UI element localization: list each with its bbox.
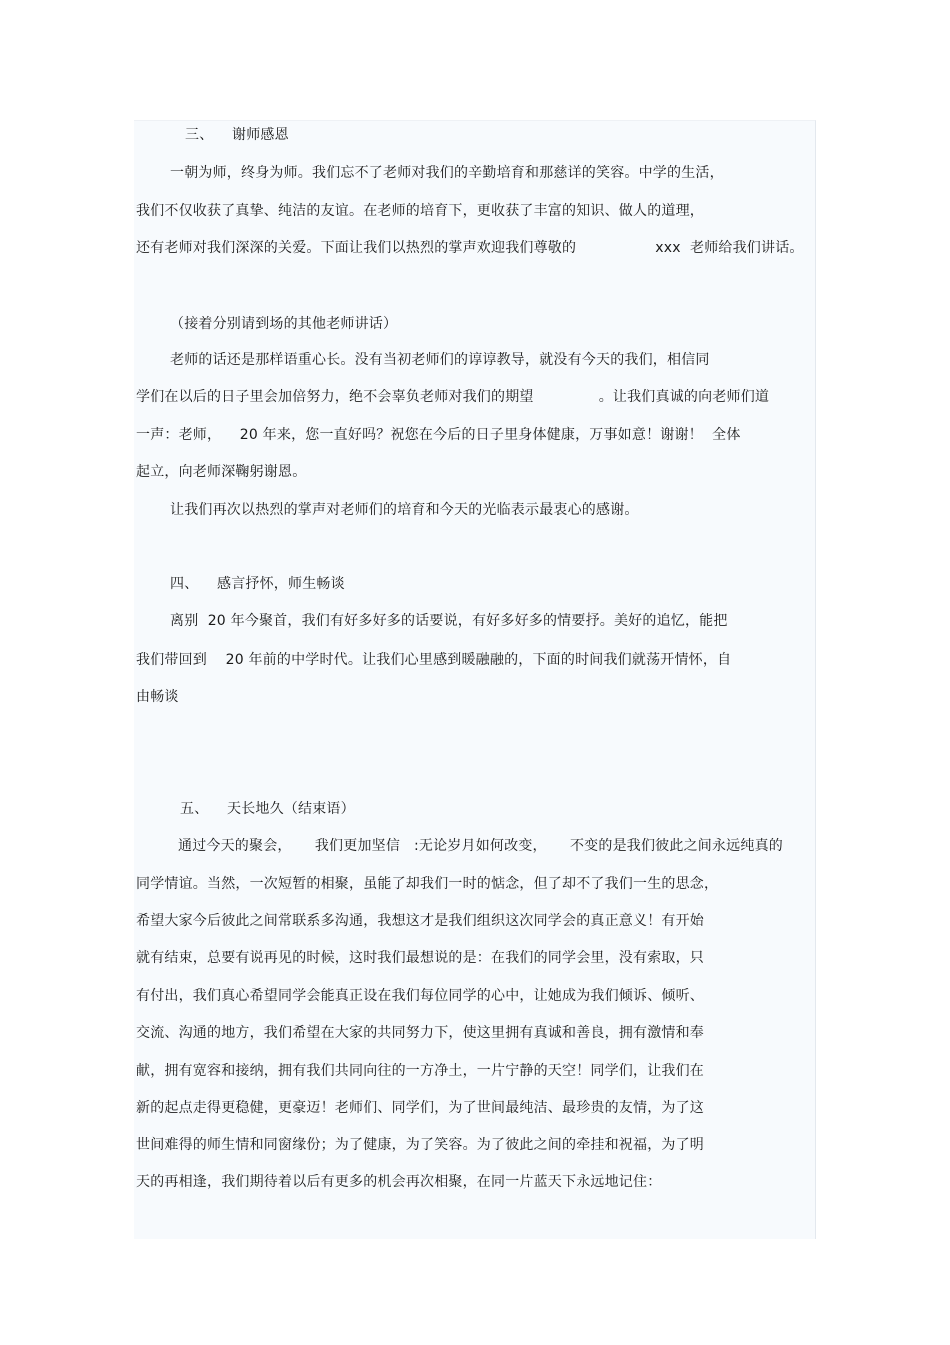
paragraph-line: 一声：老师， 20 年来，您一直好吗？祝您在今后的日子里身体健康，万事如意！谢谢！ 全体 — [136, 427, 741, 443]
paragraph-line: 新的起点走得更稳健，更豪迈！老师们、同学们，为了世间最纯洁、最珍贵的友情，为了这 — [136, 1100, 704, 1116]
paragraph-line: 离别 20 年今聚首，我们有好多好多的话要说，有好多好多的情要抒。美好的追忆，能把 — [170, 613, 728, 629]
paragraph-line: 起立，向老师深鞠躬谢恩。 — [136, 464, 307, 480]
paragraph-line: 天的再相逢，我们期待着以后有更多的机会再次相聚，在同一片蓝天下永远地记住： — [136, 1174, 662, 1190]
paragraph-line: 由畅谈 — [136, 689, 179, 705]
paragraph-line: 老师的话还是那样语重心长。没有当初老师们的谆谆教导，就没有今天的我们，相信同 — [170, 352, 710, 368]
paragraph-line: 一朝为师，终身为师。我们忘不了老师对我们的辛勤培育和那慈详的笑容。中学的生活， — [170, 165, 724, 181]
paragraph-line: 让我们再次以热烈的掌声对老师们的培育和今天的光临表示最衷心的感谢。 — [170, 502, 639, 518]
paragraph-line: 就有结束，总要有说再见的时候，这时我们最想说的是：在我们的同学会里，没有索取，只 — [136, 950, 704, 966]
section-heading: 四、 感言抒怀，师生畅谈 — [170, 576, 345, 592]
section-heading: 三、 谢师感恩 — [185, 127, 289, 143]
paragraph-line: 学们在以后的日子里会加倍努力，绝不会辜负老师对我们的期望 。让我们真诚的向老师们道 — [136, 389, 770, 405]
paragraph-line: 我们不仅收获了真挚、纯洁的友谊。在老师的培育下，更收获了丰富的知识、做人的道理， — [136, 203, 704, 219]
paragraph-line: 交流、沟通的地方，我们希望在大家的共同努力下，使这里拥有真诚和善良，拥有激情和奉 — [136, 1025, 704, 1041]
paragraph-line: 有付出，我们真心希望同学会能真正设在我们每位同学的心中，让她成为我们倾诉、倾听、 — [136, 988, 704, 1004]
paragraph-line: （接着分别请到场的其他老师讲话） — [170, 316, 398, 332]
paragraph-line: 同学情谊。当然，一次短暂的相聚，虽能了却我们一时的惦念，但了却不了我们一生的思念， — [136, 876, 719, 892]
paragraph-line: 世间难得的师生情和同窗缘份；为了健康，为了笑容。为了彼此之间的牵挂和祝福，为了明 — [136, 1137, 704, 1153]
paragraph-line: 希望大家今后彼此之间常联系多沟通，我想这才是我们组织这次同学会的真正意义！有开始 — [136, 913, 704, 929]
paragraph-line: 献，拥有宽容和接纳，拥有我们共同向往的一方净土，一片宁静的天空！同学们，让我们在 — [136, 1063, 704, 1079]
paragraph-line: 我们带回到 20 年前的中学时代。让我们心里感到暖融融的，下面的时间我们就荡开情怀，自 — [136, 652, 732, 668]
section-heading: 五、 天长地久（结束语） — [180, 801, 355, 817]
paragraph-line: 还有老师对我们深深的关爱。下面让我们以热烈的掌声欢迎我们尊敬的 xxx 老师给我们讲话。 — [136, 240, 804, 256]
paragraph-line: 通过今天的聚会， 我们更加坚信 :无论岁月如何改变， 不变的是我们彼此之间永远纯真的 — [178, 838, 783, 854]
